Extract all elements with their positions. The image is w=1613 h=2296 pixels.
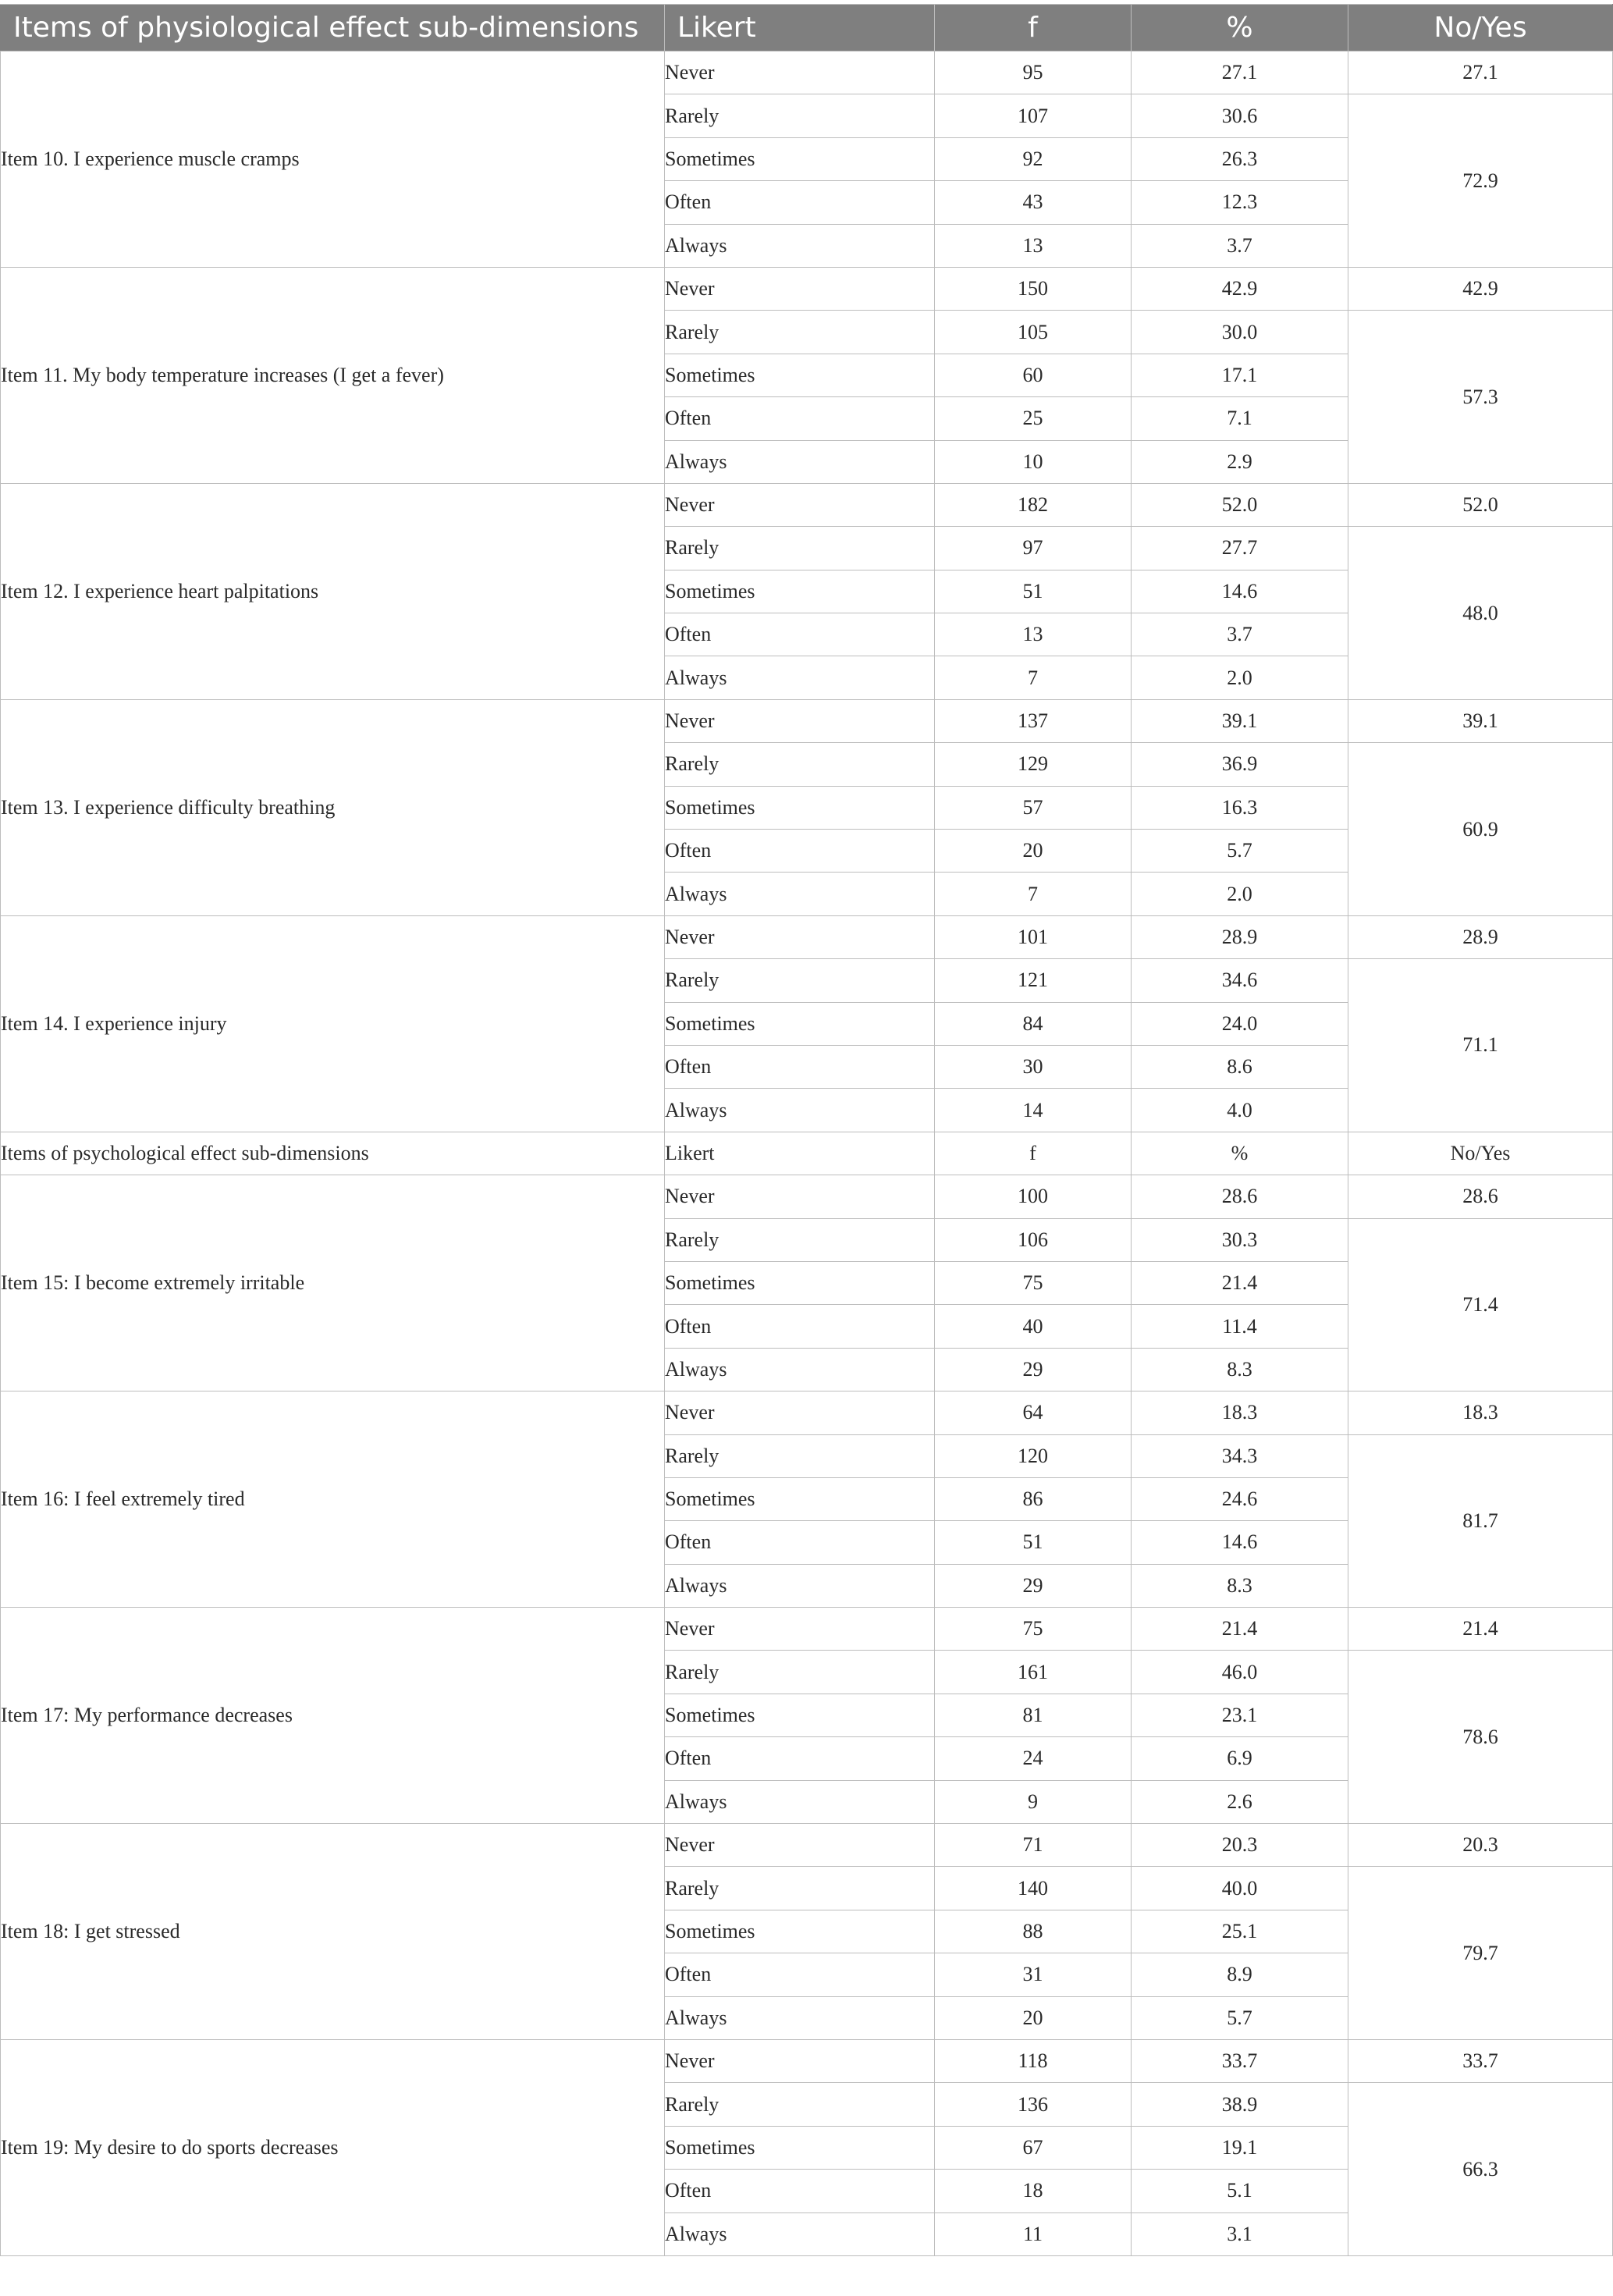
percent-cell: 27.7 xyxy=(1132,527,1348,570)
percent-cell: 52.0 xyxy=(1132,483,1348,526)
frequency-cell: 29 xyxy=(935,1348,1132,1391)
item-label: Item 12. I experience heart palpitations xyxy=(1,483,665,699)
frequency-cell: 13 xyxy=(935,613,1132,656)
frequency-cell: 20 xyxy=(935,1996,1132,2039)
percent-cell: 5.7 xyxy=(1132,1996,1348,2039)
percent-cell: 3.1 xyxy=(1132,2212,1348,2255)
percent-cell: 34.3 xyxy=(1132,1434,1348,1477)
subheader-percent: % xyxy=(1132,1132,1348,1175)
likert-cell: Always xyxy=(665,1348,935,1391)
likert-cell: Never xyxy=(665,2039,935,2082)
frequency-cell: 7 xyxy=(935,656,1132,699)
no-cell: 39.1 xyxy=(1348,699,1613,742)
frequency-cell: 29 xyxy=(935,1564,1132,1607)
likert-cell: Never xyxy=(665,1391,935,1434)
table-header xyxy=(1,5,1613,52)
likert-cell: Never xyxy=(665,699,935,742)
likert-cell: Never xyxy=(665,52,935,94)
frequency-cell: 7 xyxy=(935,873,1132,915)
subheader-f: f xyxy=(935,1132,1132,1175)
item-label: Item 17: My performance decreases xyxy=(1,1608,665,1824)
frequency-cell: 86 xyxy=(935,1477,1132,1520)
subheader-item: Items of psychological effect sub-dimensions xyxy=(1,1132,665,1175)
percent-cell: 3.7 xyxy=(1132,613,1348,656)
frequency-cell: 25 xyxy=(935,397,1132,440)
percent-cell: 26.3 xyxy=(1132,137,1348,180)
item-label: Item 15: I become extremely irritable xyxy=(1,1175,665,1391)
yes-cell: 66.3 xyxy=(1348,2083,1613,2256)
likert-cell: Never xyxy=(665,483,935,526)
likert-cell: Sometimes xyxy=(665,570,935,613)
percent-cell: 6.9 xyxy=(1132,1737,1348,1780)
item-label: Item 10. I experience muscle cramps xyxy=(1,52,665,268)
subheader-no-yes: No/Yes xyxy=(1348,1132,1613,1175)
frequency-cell: 136 xyxy=(935,2083,1132,2126)
yes-cell: 60.9 xyxy=(1348,743,1613,916)
percent-cell: 30.3 xyxy=(1132,1218,1348,1261)
likert-cell: Always xyxy=(665,2212,935,2255)
likert-cell: Rarely xyxy=(665,1867,935,1910)
percent-cell: 5.1 xyxy=(1132,2170,1348,2212)
likert-cell: Never xyxy=(665,1608,935,1651)
frequency-cell: 150 xyxy=(935,267,1132,310)
percent-cell: 21.4 xyxy=(1132,1261,1348,1304)
header-percent: % xyxy=(1132,5,1348,52)
data-table xyxy=(0,4,1613,2256)
frequency-cell: 67 xyxy=(935,2126,1132,2169)
percent-cell: 23.1 xyxy=(1132,1694,1348,1736)
percent-cell: 17.1 xyxy=(1132,354,1348,396)
psychological-subheader-section xyxy=(1,1132,1613,1175)
yes-cell: 71.4 xyxy=(1348,1218,1613,1391)
no-cell: 18.3 xyxy=(1348,1391,1613,1434)
item-label: Item 14. I experience injury xyxy=(1,915,665,1132)
header-f: f xyxy=(935,5,1132,52)
percent-cell: 40.0 xyxy=(1132,1867,1348,1910)
item-label: Item 18: I get stressed xyxy=(1,1824,665,2040)
percent-cell: 19.1 xyxy=(1132,2126,1348,2169)
frequency-cell: 75 xyxy=(935,1261,1132,1304)
frequency-cell: 60 xyxy=(935,354,1132,396)
frequency-cell: 129 xyxy=(935,743,1132,786)
likert-cell: Often xyxy=(665,397,935,440)
percent-cell: 36.9 xyxy=(1132,743,1348,786)
likert-cell: Rarely xyxy=(665,743,935,786)
no-cell: 21.4 xyxy=(1348,1608,1613,1651)
frequency-cell: 40 xyxy=(935,1305,1132,1348)
likert-cell: Sometimes xyxy=(665,1261,935,1304)
percent-cell: 38.9 xyxy=(1132,2083,1348,2126)
frequency-cell: 14 xyxy=(935,1089,1132,1132)
frequency-cell: 120 xyxy=(935,1434,1132,1477)
frequency-cell: 30 xyxy=(935,1045,1132,1088)
percent-cell: 21.4 xyxy=(1132,1608,1348,1651)
likert-cell: Sometimes xyxy=(665,1477,935,1520)
header-likert: Likert xyxy=(665,5,935,52)
likert-cell: Sometimes xyxy=(665,137,935,180)
likert-cell: Often xyxy=(665,1305,935,1348)
percent-cell: 7.1 xyxy=(1132,397,1348,440)
frequency-cell: 84 xyxy=(935,1002,1132,1045)
frequency-cell: 81 xyxy=(935,1694,1132,1736)
table-row xyxy=(1,699,1613,742)
frequency-cell: 13 xyxy=(935,224,1132,267)
frequency-cell: 31 xyxy=(935,1953,1132,1996)
yes-cell: 57.3 xyxy=(1348,311,1613,484)
table-row xyxy=(1,52,1613,94)
no-cell: 20.3 xyxy=(1348,1824,1613,1867)
yes-cell: 72.9 xyxy=(1348,94,1613,268)
percent-cell: 34.6 xyxy=(1132,959,1348,1002)
likert-cell: Often xyxy=(665,1521,935,1564)
percent-cell: 18.3 xyxy=(1132,1391,1348,1434)
table-row xyxy=(1,483,1613,526)
header-no-yes: No/Yes xyxy=(1348,5,1613,52)
header-row xyxy=(1,5,1613,52)
likert-cell: Rarely xyxy=(665,1434,935,1477)
likert-cell: Rarely xyxy=(665,527,935,570)
frequency-cell: 95 xyxy=(935,52,1132,94)
table-row xyxy=(1,1391,1613,1434)
frequency-cell: 118 xyxy=(935,2039,1132,2082)
psychological-section xyxy=(1,1175,1613,2256)
percent-cell: 2.0 xyxy=(1132,656,1348,699)
likert-cell: Rarely xyxy=(665,311,935,354)
table-row xyxy=(1,915,1613,958)
no-cell: 52.0 xyxy=(1348,483,1613,526)
percent-cell: 27.1 xyxy=(1132,52,1348,94)
yes-cell: 78.6 xyxy=(1348,1651,1613,1824)
likert-cell: Often xyxy=(665,1045,935,1088)
frequency-cell: 57 xyxy=(935,786,1132,829)
frequency-cell: 18 xyxy=(935,2170,1132,2212)
percent-cell: 12.3 xyxy=(1132,181,1348,224)
likert-cell: Often xyxy=(665,613,935,656)
no-cell: 28.6 xyxy=(1348,1175,1613,1218)
percent-cell: 24.6 xyxy=(1132,1477,1348,1520)
no-cell: 28.9 xyxy=(1348,915,1613,958)
frequency-cell: 51 xyxy=(935,570,1132,613)
likert-cell: Always xyxy=(665,440,935,483)
likert-cell: Rarely xyxy=(665,94,935,137)
likert-cell: Sometimes xyxy=(665,1002,935,1045)
likert-cell: Sometimes xyxy=(665,1694,935,1736)
table-row xyxy=(1,1824,1613,1867)
percent-cell: 33.7 xyxy=(1132,2039,1348,2082)
percent-cell: 4.0 xyxy=(1132,1089,1348,1132)
percent-cell: 8.3 xyxy=(1132,1348,1348,1391)
frequency-cell: 107 xyxy=(935,94,1132,137)
percent-cell: 5.7 xyxy=(1132,830,1348,873)
percent-cell: 8.3 xyxy=(1132,1564,1348,1607)
frequency-cell: 97 xyxy=(935,527,1132,570)
frequency-cell: 137 xyxy=(935,699,1132,742)
percent-cell: 16.3 xyxy=(1132,786,1348,829)
percent-cell: 2.6 xyxy=(1132,1780,1348,1823)
likert-cell: Always xyxy=(665,1089,935,1132)
frequency-cell: 20 xyxy=(935,830,1132,873)
percent-cell: 30.6 xyxy=(1132,94,1348,137)
likert-cell: Sometimes xyxy=(665,786,935,829)
likert-cell: Often xyxy=(665,830,935,873)
frequency-cell: 24 xyxy=(935,1737,1132,1780)
likert-cell: Sometimes xyxy=(665,2126,935,2169)
yes-cell: 81.7 xyxy=(1348,1434,1613,1608)
likert-cell: Often xyxy=(665,1953,935,1996)
frequency-cell: 75 xyxy=(935,1608,1132,1651)
percent-cell: 30.0 xyxy=(1132,311,1348,354)
no-cell: 33.7 xyxy=(1348,2039,1613,2082)
frequency-cell: 51 xyxy=(935,1521,1132,1564)
likert-cell: Never xyxy=(665,267,935,310)
percent-cell: 25.1 xyxy=(1132,1910,1348,1953)
table-row xyxy=(1,267,1613,310)
percent-cell: 20.3 xyxy=(1132,1824,1348,1867)
percent-cell: 3.7 xyxy=(1132,224,1348,267)
percent-cell: 2.9 xyxy=(1132,440,1348,483)
frequency-cell: 10 xyxy=(935,440,1132,483)
likert-cell: Rarely xyxy=(665,1651,935,1694)
frequency-cell: 161 xyxy=(935,1651,1132,1694)
frequency-cell: 182 xyxy=(935,483,1132,526)
frequency-cell: 100 xyxy=(935,1175,1132,1218)
table-row xyxy=(1,2039,1613,2082)
item-label: Item 19: My desire to do sports decreases xyxy=(1,2039,665,2255)
table-row xyxy=(1,1608,1613,1651)
likert-cell: Never xyxy=(665,1824,935,1867)
yes-cell: 79.7 xyxy=(1348,1867,1613,2040)
header-item: Items of physiological effect sub-dimensions xyxy=(1,5,665,52)
table-row xyxy=(1,1175,1613,1218)
likert-cell: Always xyxy=(665,656,935,699)
likert-cell: Sometimes xyxy=(665,1910,935,1953)
physiological-section xyxy=(1,52,1613,1132)
likert-cell: Never xyxy=(665,1175,935,1218)
likert-cell: Always xyxy=(665,1564,935,1607)
likert-cell: Often xyxy=(665,1737,935,1780)
frequency-cell: 9 xyxy=(935,1780,1132,1823)
likert-cell: Never xyxy=(665,915,935,958)
item-label: Item 16: I feel extremely tired xyxy=(1,1391,665,1608)
frequency-cell: 43 xyxy=(935,181,1132,224)
no-cell: 42.9 xyxy=(1348,267,1613,310)
percent-cell: 14.6 xyxy=(1132,1521,1348,1564)
likert-cell: Sometimes xyxy=(665,354,935,396)
subheader-row xyxy=(1,1132,1613,1175)
percent-cell: 46.0 xyxy=(1132,1651,1348,1694)
likert-cell: Often xyxy=(665,181,935,224)
percent-cell: 24.0 xyxy=(1132,1002,1348,1045)
frequency-cell: 71 xyxy=(935,1824,1132,1867)
frequency-cell: 101 xyxy=(935,915,1132,958)
subheader-likert: Likert xyxy=(665,1132,935,1175)
percent-cell: 2.0 xyxy=(1132,873,1348,915)
frequency-cell: 11 xyxy=(935,2212,1132,2255)
frequency-cell: 88 xyxy=(935,1910,1132,1953)
percent-cell: 8.6 xyxy=(1132,1045,1348,1088)
likert-cell: Always xyxy=(665,873,935,915)
likert-cell: Rarely xyxy=(665,2083,935,2126)
yes-cell: 48.0 xyxy=(1348,527,1613,700)
frequency-cell: 92 xyxy=(935,137,1132,180)
percent-cell: 28.9 xyxy=(1132,915,1348,958)
likert-cell: Rarely xyxy=(665,1218,935,1261)
frequency-cell: 106 xyxy=(935,1218,1132,1261)
percent-cell: 8.9 xyxy=(1132,1953,1348,1996)
no-cell: 27.1 xyxy=(1348,52,1613,94)
percent-cell: 42.9 xyxy=(1132,267,1348,310)
likert-cell: Always xyxy=(665,1780,935,1823)
likert-cell: Rarely xyxy=(665,959,935,1002)
likert-cell: Often xyxy=(665,2170,935,2212)
item-label: Item 13. I experience difficulty breathing xyxy=(1,699,665,915)
item-label: Item 11. My body temperature increases (I get a fever) xyxy=(1,267,665,483)
yes-cell: 71.1 xyxy=(1348,959,1613,1132)
percent-cell: 28.6 xyxy=(1132,1175,1348,1218)
frequency-cell: 105 xyxy=(935,311,1132,354)
likert-cell: Always xyxy=(665,1996,935,2039)
frequency-cell: 121 xyxy=(935,959,1132,1002)
percent-cell: 11.4 xyxy=(1132,1305,1348,1348)
percent-cell: 14.6 xyxy=(1132,570,1348,613)
frequency-cell: 64 xyxy=(935,1391,1132,1434)
percent-cell: 39.1 xyxy=(1132,699,1348,742)
likert-cell: Always xyxy=(665,224,935,267)
frequency-cell: 140 xyxy=(935,1867,1132,1910)
